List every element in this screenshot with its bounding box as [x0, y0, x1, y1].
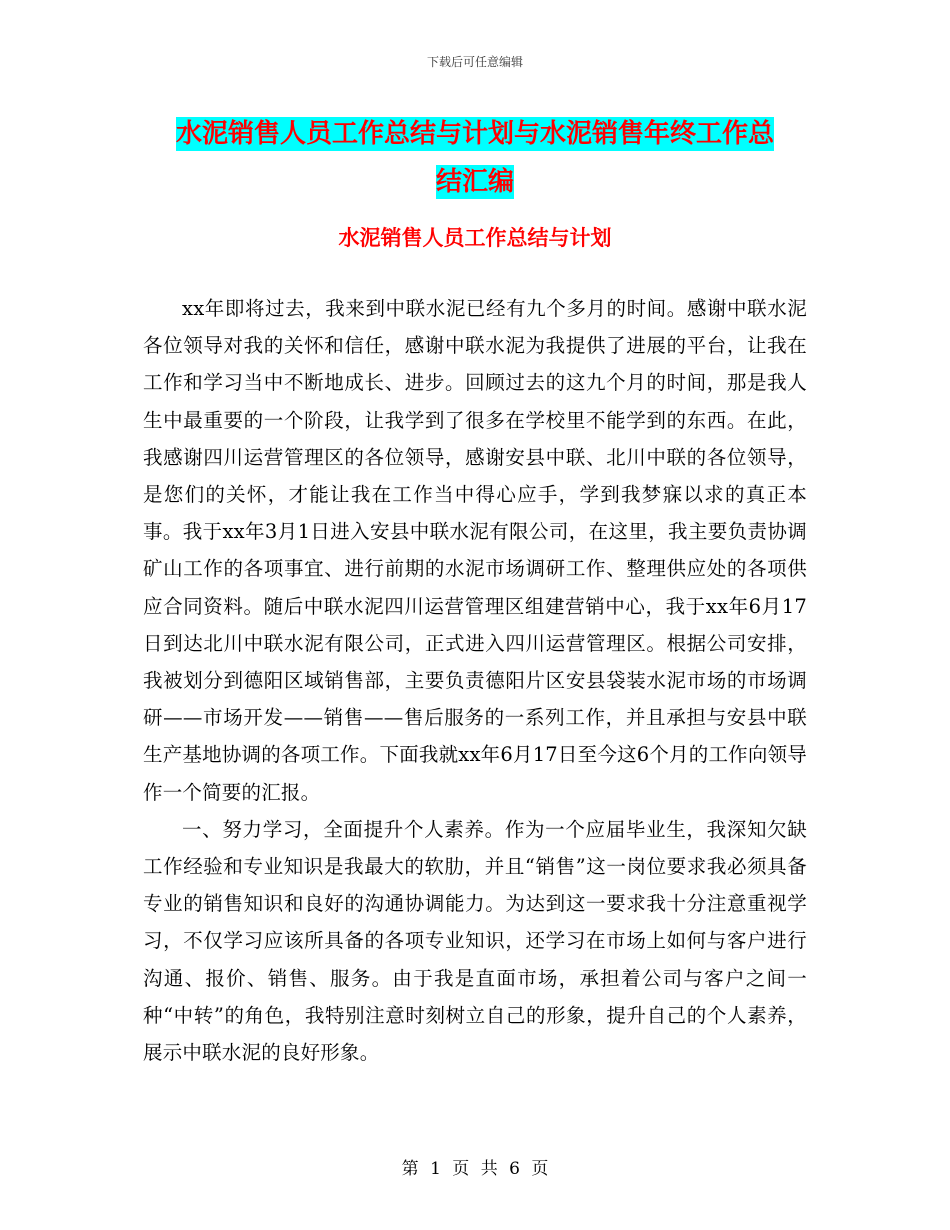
page-number: 第 1 页 共 6 页 [401, 1159, 549, 1179]
document-title [140, 110, 810, 206]
body-text [143, 290, 807, 1071]
title-line-2: 结汇编 [435, 167, 514, 197]
paragraph-1: xx年即将过去，我来到中联水泥已经有九个多月的时间。感谢中联水泥各位领导对我的关怀和信任，感谢中联水泥为我提供了进展的平台，让我在工作和学习当中不断地成长、进步。回顾过去的这九个月的时间，那是我人生中最重要的一个阶段，让我学到了很多在学校里不能学到的东西。在此，我感谢四川运营管理区的各位领导，感谢安县中联、北川中联的各位领导，是您们的关怀，才能让我在工作当中得心应手，学到我梦寐以求的真正本事。我于xx年3月1日进入安县中联水泥有限公司，在这里，我主要负责协调矿山工作的各项事宜、进行前期的水泥市场调研工作、整理供应处的各项供应合同资料。随后中联水泥四川运营管理区组建营销中心，我于xx年6月17日到达北川中联水泥有限公司，正式进入四川运营管理区。根据公司安排，我被划分到德阳区域销售部，主要负责德阳片区安县袋装水泥市场的市场调研——市场开发——销售——售后服务的一系列工作，并且承担与安县中联生产基地协调的各项工作。下面我就xx年6月17日至今这6个月的工作向领导作一个简要的汇报。 [143, 297, 807, 804]
title-line-1: 水泥销售人员工作总结与计划与水泥销售年终工作总 [175, 119, 774, 149]
header-note: 下载后可任意编辑 [426, 55, 523, 69]
section-title: 水泥销售人员工作总结与计划 [338, 226, 612, 250]
paragraph-2: 一、努力学习，全面提升个人素养。作为一个应届毕业生，我深知欠缺工作经验和专业知识是我最大的软肋，并且“销售”这一岗位要求我必须具备专业的销售知识和良好的沟通协调能力。为达到这一要求我十分注意重视学习，不仅学习应该所具备的各项专业知识，还学习在市场上如何与客户进行沟通、报价、销售、服务。由于我是直面市场，承担着公司与客户之间一种“中转”的角色，我特别注意时刻树立自己的形象，提升自己的个人素养，展示中联水泥的良好形象。 [143, 817, 807, 1065]
